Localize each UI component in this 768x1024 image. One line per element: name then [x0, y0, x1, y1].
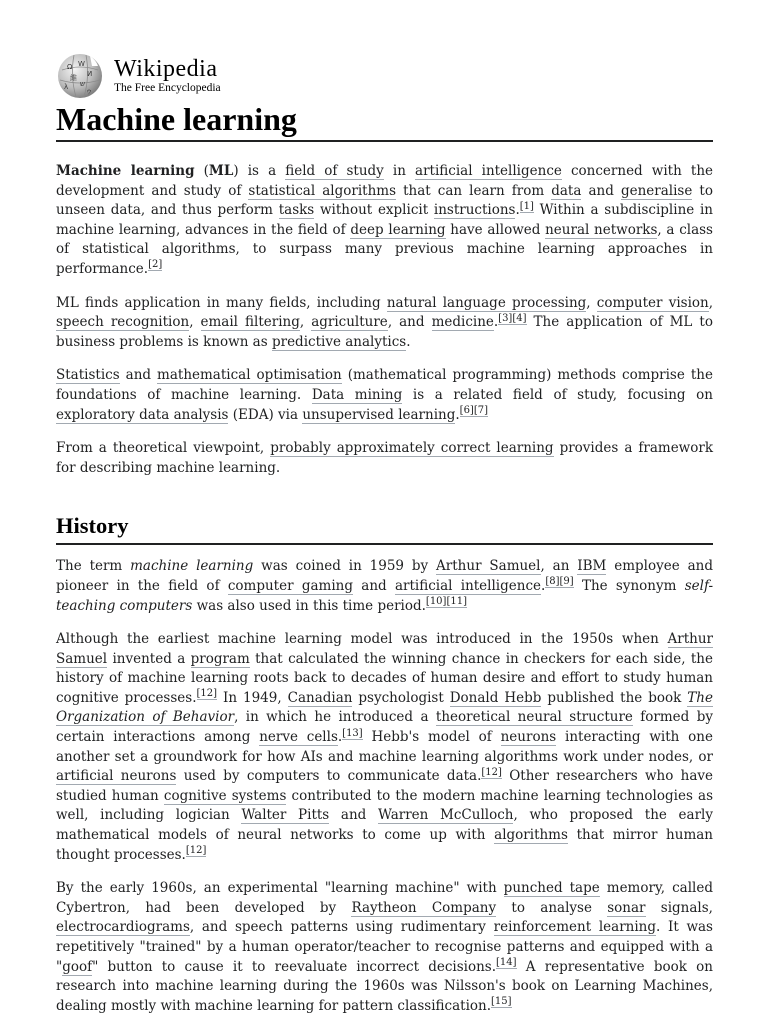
- link-warren-mcculloch[interactable]: Warren McCulloch: [378, 807, 514, 824]
- citation-ref[interactable]: [15]: [491, 996, 512, 1008]
- text: (mathematical programming) methods comprise the foundations of machine learning.: [56, 367, 713, 403]
- text: , who proposed the early mathematical models of neural networks to come up with: [56, 807, 713, 844]
- text: was coined in 1959 by: [253, 558, 437, 575]
- citation-ref[interactable]: [12]: [185, 845, 207, 857]
- text: without explicit: [314, 202, 434, 219]
- text: By the early 1960s, an experimental "learning machine" with: [56, 880, 504, 897]
- lead-paragraph-4: [56, 439, 713, 478]
- link-data[interactable]: data: [551, 182, 582, 199]
- history-paragraph-2: [56, 630, 713, 865]
- text: signals,: [645, 899, 713, 916]
- link-neurons[interactable]: neurons: [500, 729, 557, 746]
- text: provides a framework for describing machine learning.: [56, 440, 713, 476]
- text: was also used in this time period.: [192, 597, 426, 614]
- link-computer-vision[interactable]: computer vision: [596, 294, 709, 311]
- link-electrocardiograms[interactable]: electrocardiograms: [56, 919, 190, 936]
- globe-glyph: 維: [70, 74, 77, 82]
- link-ibm[interactable]: IBM: [577, 558, 607, 575]
- text: Other researchers who have studied human: [56, 768, 713, 804]
- citation-ref[interactable]: [10]: [425, 596, 447, 607]
- link-statistics[interactable]: Statistics: [56, 367, 120, 384]
- citation-ref[interactable]: [14]: [496, 957, 517, 969]
- globe-glyph: W: [78, 60, 85, 68]
- link-instructions[interactable]: instructions: [433, 202, 516, 219]
- link-artificial-intelligence[interactable]: artificial intelligence: [415, 163, 562, 179]
- link-program[interactable]: program: [190, 650, 250, 667]
- link-medicine[interactable]: medicine: [431, 314, 494, 331]
- text: to unseen data, and thus perform: [56, 182, 713, 219]
- page-title: Machine learning: [56, 100, 713, 142]
- link-arthur-samuel[interactable]: Arthur Samuel: [436, 558, 541, 575]
- text: , a class of statistical algorithms, to surpass many previous machine learning approaches in performance.: [56, 221, 713, 277]
- text: (: [194, 163, 209, 179]
- link-agriculture[interactable]: agriculture: [311, 314, 388, 331]
- text: The synonym: [573, 577, 685, 594]
- text: , and: [387, 314, 432, 331]
- link-field-of-study[interactable]: field of study: [285, 163, 384, 179]
- globe-glyph: ש: [80, 80, 85, 88]
- globe-glyph: Ω: [67, 63, 73, 71]
- text: to analyse: [496, 899, 608, 916]
- text: ,: [708, 294, 714, 311]
- link-walter-pitts[interactable]: Walter Pitts: [241, 807, 330, 824]
- text: .: [455, 406, 460, 423]
- link-pac-learning[interactable]: probably approximately correct learning: [270, 440, 554, 457]
- italic-term: machine learning: [130, 558, 254, 575]
- citation-ref[interactable]: [9]: [559, 576, 574, 588]
- link-neural-networks[interactable]: neural networks: [545, 221, 658, 238]
- text: invented a: [107, 650, 191, 667]
- text: " button to cause it to reevaluate incorrect decisions.: [92, 958, 497, 975]
- link-nlp[interactable]: natural language processing: [386, 294, 587, 311]
- text: contributed to the modern machine learning technologies as well, including logician: [56, 787, 713, 824]
- text: used by computers to communicate data.: [176, 768, 482, 785]
- citation-ref[interactable]: [12]: [481, 766, 502, 778]
- history-paragraph-1: [56, 557, 713, 616]
- link-tasks[interactable]: tasks: [278, 202, 315, 219]
- lead-paragraph-3: [56, 366, 713, 425]
- link-raytheon-company[interactable]: Raytheon Company: [351, 899, 497, 916]
- link-theoretical-neural-structure[interactable]: theoretical neural structure: [435, 709, 633, 726]
- text: A representative book on research into machine learning during the 1960s was Nilsson's book on Learning Machines, dealing mostly with machine learning for pattern classification.: [56, 958, 713, 1014]
- lead-paragraph-2: [56, 294, 713, 353]
- link-generalise[interactable]: generalise: [620, 182, 693, 199]
- text: Hebb's model of: [362, 729, 501, 746]
- link-goof[interactable]: goof: [62, 958, 93, 975]
- citation-ref[interactable]: [13]: [342, 727, 363, 739]
- bold-term: Machine learning: [56, 163, 195, 179]
- text: memory, called Cybertron, had been developed by: [56, 880, 713, 916]
- text: ML finds application in many fields, including: [56, 294, 387, 311]
- text: .: [406, 333, 411, 350]
- text: psychologist: [352, 689, 450, 706]
- link-artificial-neurons[interactable]: artificial neurons: [56, 768, 177, 785]
- italic-title: The Organization of Behavior: [56, 689, 713, 726]
- link-computer-gaming[interactable]: computer gaming: [227, 577, 353, 594]
- link-speech-recognition[interactable]: speech recognition: [56, 314, 190, 331]
- citation-ref[interactable]: [7]: [473, 405, 489, 417]
- link-mathematical-optimisation[interactable]: mathematical optimisation: [157, 367, 342, 384]
- link-punched-tape[interactable]: punched tape: [503, 880, 600, 897]
- link-cognitive-systems[interactable]: cognitive systems: [163, 787, 287, 804]
- text: .: [515, 202, 520, 219]
- text: and: [353, 577, 395, 594]
- text: and: [329, 807, 379, 824]
- text: Although the earliest machine learning model was introduced in the 1950s when: [56, 631, 668, 648]
- text: .: [493, 314, 499, 331]
- link-deep-learning[interactable]: deep learning: [350, 221, 446, 238]
- text: .: [541, 577, 546, 594]
- text: Within a subdiscipline in machine learning, advances in the field of: [56, 202, 713, 238]
- text: employee and pioneer in the field of: [56, 558, 713, 594]
- text: , and speech patterns using rudimentary: [189, 919, 494, 936]
- link-exploratory-data-analysis[interactable]: exploratory data analysis: [56, 406, 229, 423]
- text: and: [119, 367, 158, 384]
- text: ,: [299, 314, 312, 331]
- link-reinforcement-learning[interactable]: reinforcement learning: [493, 919, 656, 936]
- text: . It was repetitively "trained" by a human operator/teacher to recognise patterns and equipped with a ": [56, 919, 713, 975]
- citation-ref[interactable]: [11]: [446, 596, 467, 607]
- globe-glyph: ウ: [86, 89, 93, 96]
- text: published the book: [541, 689, 688, 706]
- bold-term: ML: [208, 163, 234, 179]
- text: .: [337, 729, 343, 746]
- text: The term: [56, 558, 131, 575]
- citation-ref[interactable]: [3]: [498, 312, 513, 324]
- text: in: [383, 163, 416, 179]
- globe-glyph: И: [87, 70, 93, 78]
- wikipedia-logo[interactable]: [56, 52, 713, 100]
- text: ,: [189, 314, 201, 331]
- text: , in which he introduced a: [234, 709, 436, 726]
- lead-paragraph-1: [56, 162, 713, 280]
- text: that can learn from: [396, 182, 552, 199]
- link-arthur-samuel[interactable]: Arthur Samuel: [56, 631, 713, 667]
- text: formed by certain interactions among: [56, 709, 713, 746]
- text: is a related field of study, focusing on: [402, 386, 713, 403]
- puzzle-globe-icon: [56, 52, 104, 100]
- text: , an: [540, 558, 578, 575]
- link-email-filtering[interactable]: email filtering: [200, 314, 300, 331]
- citation-ref[interactable]: [12]: [196, 688, 218, 700]
- text: ,: [586, 294, 597, 311]
- text: The application of ML to business problems is known as: [56, 314, 713, 350]
- link-donald-hebb[interactable]: Donald Hebb: [449, 689, 542, 706]
- link-canadian[interactable]: Canadian: [287, 689, 353, 706]
- text: have allowed: [445, 221, 546, 238]
- text: and: [581, 182, 621, 199]
- link-predictive-analytics[interactable]: predictive analytics: [271, 333, 407, 350]
- text: From a theoretical viewpoint,: [56, 440, 271, 457]
- link-data-mining[interactable]: Data mining: [311, 386, 403, 403]
- section-heading-history: History: [56, 512, 713, 545]
- link-sonar[interactable]: sonar: [607, 899, 646, 916]
- text: (EDA) via: [228, 406, 303, 423]
- article-page: [56, 52, 713, 1016]
- wordmark-title: Wikipedia: [114, 56, 218, 83]
- link-artificial-intelligence[interactable]: artificial intelligence: [394, 577, 542, 594]
- citation-ref[interactable]: [6]: [459, 405, 474, 417]
- link-nerve-cells[interactable]: nerve cells: [259, 729, 338, 746]
- wordmark-tagline: The Free Encyclopedia: [114, 82, 221, 95]
- globe-glyph: λ: [64, 83, 69, 91]
- text: concerned with the development and study of: [56, 163, 714, 199]
- text: In 1949,: [217, 689, 288, 706]
- link-statistical-algorithms[interactable]: statistical algorithms: [248, 182, 397, 199]
- citation-ref[interactable]: [1]: [519, 200, 534, 212]
- citation-ref[interactable]: [8]: [545, 576, 560, 588]
- link-algorithms[interactable]: algorithms: [494, 827, 568, 844]
- text: that mirror human thought processes.: [56, 827, 713, 863]
- history-paragraph-3: [56, 879, 713, 1016]
- wordmark: [114, 57, 221, 95]
- citation-ref[interactable]: [2]: [148, 259, 163, 271]
- text: ) is a: [233, 163, 286, 179]
- text: interacting with one another set a groundwork for how AIs and machine learning algorithms work under nodes, or: [56, 729, 713, 765]
- link-unsupervised-learning[interactable]: unsupervised learning: [302, 406, 456, 423]
- text: that calculated the winning chance in checkers for each side, the history of machine learning roots back to decades of human desire and effort to study human cognitive processes.: [56, 650, 713, 706]
- citation-ref[interactable]: [4]: [512, 312, 527, 324]
- italic-term: self-teaching computers: [56, 577, 714, 614]
